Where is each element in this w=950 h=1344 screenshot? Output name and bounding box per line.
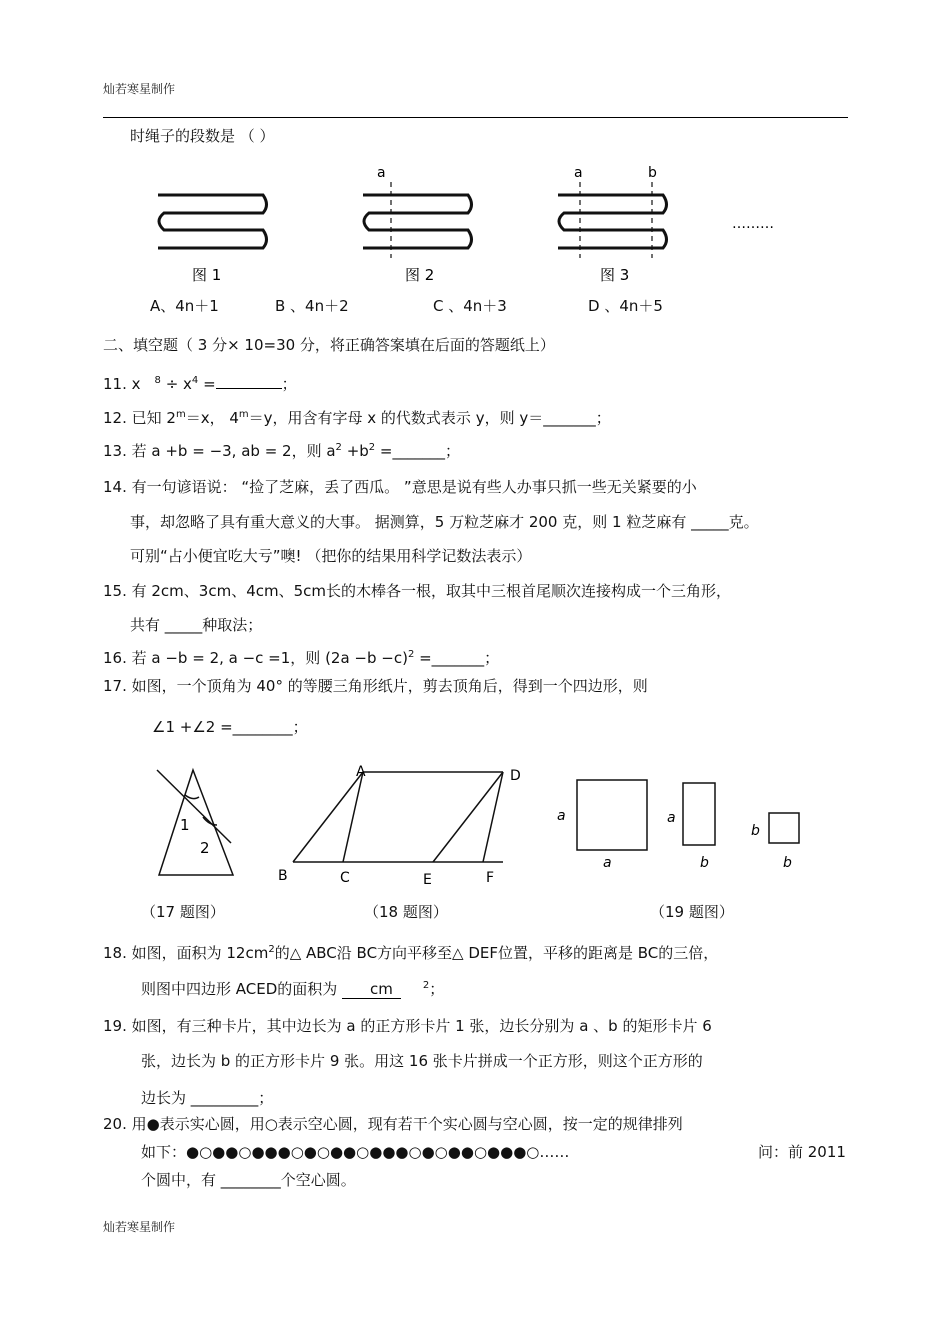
q20-line2-question: 问：前 2011 [758, 1143, 846, 1161]
point-c-label: C [340, 870, 350, 886]
caption-fig3: 图 3 [600, 266, 630, 284]
point-b-label: B [278, 868, 288, 884]
rope-question-text: 时绳子的段数是 （ ） [130, 127, 275, 145]
page-footer: 灿若寒星制作 [103, 1220, 176, 1234]
rope-figure-1 [158, 195, 267, 248]
q13: 13. 若 a +b = −3, ab = 2，则 $a^2 +b^2$ =_______； [103, 442, 460, 460]
rope-figures [140, 160, 820, 290]
q17-line2: ∠1 +∠2 =________； [152, 718, 308, 736]
svg-text:b: b [700, 855, 709, 871]
caption-fig2: 图 2 [405, 266, 435, 284]
q20-line1: 20. 用●表示实心圆，用○表示空心圆，现有若干个实心圆与空心圆，按一定的规律排列 [103, 1115, 683, 1133]
page-header: 灿若寒星制作 [103, 82, 176, 96]
caption-fig1: 图 1 [192, 266, 222, 284]
q16: 16. 若 a −b = 2, a −c =1，则 $(2a -b -c)^2$ =_______； [103, 649, 500, 667]
svg-text:a: a [557, 808, 566, 824]
q18-line1: 18. 如图，面积为 $12cm^2$的△ ABC沿 BC方向平移至△ DEF位置，平移的距离是 BC的三倍， [103, 944, 719, 962]
option-a: A、4n＋1 [150, 297, 219, 315]
q20-line3: 个圆中，有 ________个空心圆。 [141, 1171, 356, 1189]
svg-text:b: b [783, 855, 792, 871]
point-e-label: E [423, 872, 432, 888]
q14-line3: 可别“占小便宜吃大亏”噢! （把你的结果用科学记数法表示） [130, 547, 532, 565]
fig18-parallelogram [270, 760, 535, 890]
svg-text:a: a [603, 855, 612, 871]
q11: 11. x $^8 \div x^4$ = ； [103, 375, 297, 393]
option-b: B 、4n＋2 [275, 297, 349, 315]
angle-2-label: 2 [200, 839, 210, 857]
square-card-a [577, 780, 647, 850]
caption-18: （18 题图） [364, 903, 448, 921]
label-b-fig3: b [648, 165, 657, 181]
q17-line1: 17. 如图，一个顶角为 40° 的等腰三角形纸片，剪去顶角后，得到一个四边形，则 [103, 677, 648, 695]
q20-line2: 如下：●○●●○●●●○●○●●○●●●○●○●●○●●●○…… [141, 1143, 570, 1161]
rope-ellipsis: ……… [732, 216, 774, 232]
q19-line1: 19. 如图，有三种卡片，其中边长为 a 的正方形卡片 1 张，边长分别为 a 、b 的矩形卡片 6 [103, 1017, 712, 1035]
fig17-triangle [145, 765, 255, 880]
fig19-cards [555, 775, 815, 875]
square-card-b [769, 813, 799, 843]
q14-line1: 14. 有一句谚语说： “捡了芝麻，丢了西瓜。 ”意思是说有些人办事只抓一些无关紧要的小 [103, 478, 697, 496]
rope-figure-3 [558, 195, 667, 248]
rope-figure-2 [363, 195, 472, 248]
option-d: D 、4n＋5 [588, 297, 663, 315]
header-rule [103, 117, 848, 118]
svg-text:a: a [667, 810, 676, 826]
q14-line2: 事，却忽略了具有重大意义的大事。 据测算，5 万粒芝麻才 200 克，则 1 粒芝麻有 _____克。 [130, 513, 759, 531]
q15-line1: 15. 有 2cm、3cm、4cm、5cm长的木棒各一根，取其中三根首尾顺次连接构成一个三角形， [103, 582, 732, 600]
caption-19: （19 题图） [650, 903, 734, 921]
angle-1-label: 1 [180, 816, 190, 834]
section-title: 二、填空题（ 3 分× 10=30 分，将正确答案填在后面的答题纸上） [103, 336, 555, 354]
q19-line2: 张，边长为 b 的正方形卡片 9 张。用这 16 张卡片拼成一个正方形，则这个正方形的 [141, 1052, 703, 1070]
q15-line2: 共有 _____种取法； [130, 616, 263, 634]
rect-card-ab [683, 783, 715, 845]
point-a-label: A [356, 764, 366, 780]
caption-17: （17 题图） [141, 903, 225, 921]
label-a-fig3: a [574, 165, 583, 181]
q18-line2: 则图中四边形 ACED的面积为 cm $^2$； [141, 980, 445, 998]
point-f-label: F [486, 870, 495, 886]
option-c: C 、4n＋3 [433, 297, 507, 315]
q12: 12. 已知 $2^m=x$， $4^m=y$，用含有字母 x 的代数式表示 y，则 y＝_______； [103, 409, 611, 427]
point-d-label: D [510, 768, 521, 784]
q19-line3: 边长为 _________； [141, 1089, 274, 1107]
label-a-fig2: a [377, 165, 386, 181]
svg-text:b: b [751, 823, 760, 839]
